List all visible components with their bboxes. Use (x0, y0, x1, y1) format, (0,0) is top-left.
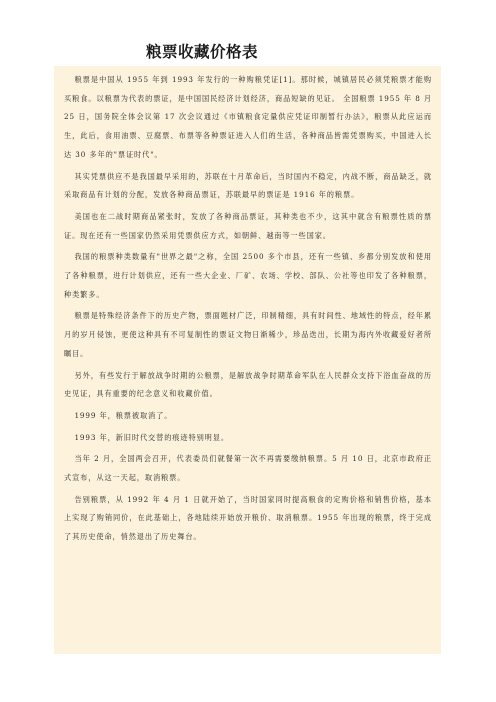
paragraph: 另外，有些发行于解放战争时期的公粮票，是解放战争时期革命军队在人民群众支持下浴血奋战的历史见证，具有重要的纪念意义和收藏价值。 (64, 370, 432, 399)
paragraph: 当年 2 月，全国两会召开，代表委员们就餐第一次不再需要缴纳粮票。5 月 10 日，北京市政府正式宣布，从这一天起，取消粮票。 (64, 454, 432, 483)
paragraph: 我国的粮票种类数量有"世界之最"之称，全国 2500 多个市县，还有一些镇、乡都分别发放和使用了各种粮票，进行计划供应，还有一些大企业、厂矿、农场、学校、部队、公社等也印发了各种粮票，种类繁多。 (64, 252, 432, 299)
page-title: 粮票收藏价格表 (146, 43, 259, 61)
article-body (54, 66, 441, 654)
paragraph: 告别粮票，从 1992 年 4 月 1 日就开始了，当时国家同时提高粮食的定购价格和销售价格，基本上实现了购销同价，在此基础上，各地陆续开始放开粮价、取消粮票。1955 年出现的粮票，终于完成了其历史使命，悄然退出了历史舞台。 (64, 494, 432, 542)
paragraph: 1993 年，新旧时代交替的痕迹特别明显。 (74, 432, 229, 442)
paragraph: 1999 年，粮票被取消了。 (74, 410, 173, 420)
paragraph: 其实凭票供应不是我国最早采用的，苏联在十月革命后，当时国内不稳定，内战不断，商品缺乏，就采取商品有计划的分配，发放各种商品票证，苏联最早的票证是 1916 年的粮票。 (64, 171, 432, 200)
paragraph: 粮票是特殊经济条件下的历史产物，票面题材广泛，印制精细，具有时间性、地域性的特点，经年累月的岁月侵蚀，更使这种具有不可复制性的票证文物日渐稀少，珍品迭出，长期为海内外收藏爱好者所瞩目。 (64, 311, 432, 358)
paragraph: 粮票是中国从 1955 年到 1993 年发行的一种购粮凭证[1]。那时候，城镇居民必须凭粮票才能购买粮食。以粮票为代表的票证，是中国国民经济计划经济，商品短缺的见证。 全国粮票 1955 年 8 月 25 日，国务院全体会议第 17 次会议通过《市镇粮食定量供应凭证印制暂行办法》，粮票从此应运而生，此后，食用油票、豆腐票、布票等各种票证进入人们的生活，各种商品皆需凭票购买，中国进入长达 30 多年的"票证时代"。 (64, 75, 432, 159)
paragraph: 美国也在二战时期商品紧张时，发放了各种商品票证，其种类也不少，这其中就含有粮票性质的票证。现在还有一些国家仍然采用凭票供应方式，如朝鲜、越南等一些国家。 (64, 211, 432, 240)
